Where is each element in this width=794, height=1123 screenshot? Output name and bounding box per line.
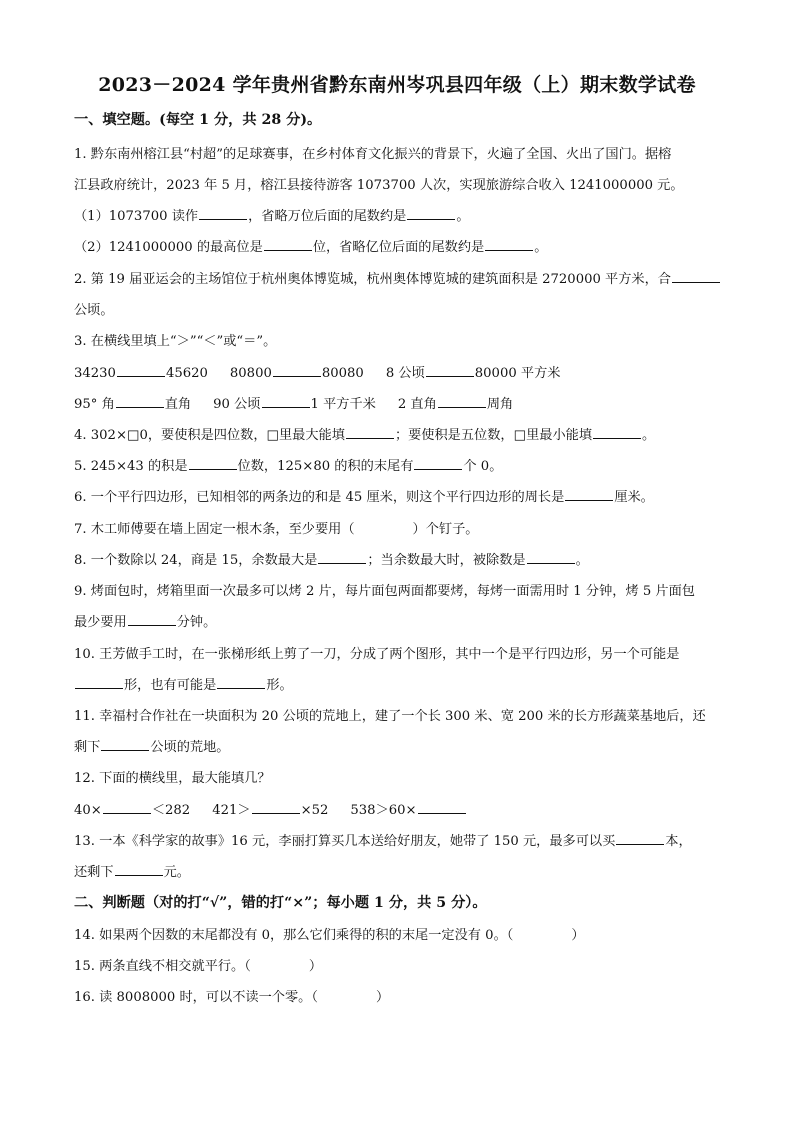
answer-blank[interactable] xyxy=(75,678,123,689)
question-1-line-2: 江县政府统计，2023 年 5 月，榕江县接待游客 1073700 人次，实现旅游综合收入 1241000000 元。 xyxy=(74,178,684,193)
answer-blank[interactable] xyxy=(485,240,533,251)
question-3: 3. 在横线里填上“＞”“＜”或“＝”。 xyxy=(74,334,277,349)
section-2-heading: 二、判断题（对的打“√”，错的打“×”；每小题 1 分，共 5 分）。 xyxy=(74,895,487,911)
question-16: 16. 读 8008000 时，可以不读一个零。（ ） xyxy=(74,990,390,1005)
question-10-line-1: 10. 王芳做手工时，在一张梯形纸上剪了一刀，分成了两个图形，其中一个是平行四边形，另一个可能是 xyxy=(74,647,680,662)
answer-blank[interactable] xyxy=(199,209,247,220)
answer-blank[interactable] xyxy=(128,615,176,626)
answer-blank[interactable] xyxy=(346,428,394,439)
compare-blank[interactable] xyxy=(117,366,165,377)
answer-blank[interactable] xyxy=(252,803,300,814)
answer-blank[interactable] xyxy=(418,803,466,814)
answer-blank[interactable] xyxy=(101,740,149,751)
question-13-line-1: 13. 一本《科学家的故事》16 元，李丽打算买几本送给好朋友，她带了 150 元，最多可以买 本， xyxy=(74,834,692,849)
question-12-row: 40× ＜282 421＞ ×52 538＞60× xyxy=(74,799,734,818)
question-1-line-1: 1. 黔东南州榕江县“村超”的足球赛事，在乡村体育文化振兴的背景下，火遍了全国、火出了国门。据榕 xyxy=(74,147,672,162)
compare-blank[interactable] xyxy=(426,366,474,377)
answer-blank[interactable] xyxy=(189,459,237,470)
question-5: 5. 245×43 的积是 位数，125×80 的积的末尾有 个 0。 xyxy=(74,459,503,474)
question-2-line-1: 2. 第 19 届亚运会的主场馆位于杭州奥体博览城，杭州奥体博览城的建筑面积是 2720000 平方米，合 xyxy=(74,268,734,287)
question-3-row-1: 34230 45620 80800 80080 8 公顷 80000 平方米 xyxy=(74,366,561,381)
answer-blank[interactable] xyxy=(115,865,163,876)
answer-blank[interactable] xyxy=(217,678,265,689)
compare-blank[interactable] xyxy=(116,397,164,408)
compare-blank[interactable] xyxy=(262,397,310,408)
exam-title: 2023－2024 学年贵州省黔东南州岑巩县四年级（上）期末数学试卷 xyxy=(98,74,696,96)
answer-blank[interactable] xyxy=(565,490,613,501)
compare-blank[interactable] xyxy=(273,366,321,377)
answer-blank[interactable] xyxy=(414,459,462,470)
answer-blank[interactable] xyxy=(318,553,366,564)
answer-blank[interactable] xyxy=(407,209,455,220)
question-11-line-2: 剩下 公顷的荒地。 xyxy=(74,740,230,755)
question-9-line-1: 9. 烤面包时，烤箱里面一次最多可以烤 2 片，每片面包两面都要烤，每烤一面需用时 1 分钟，烤 5 片面包 xyxy=(74,584,695,599)
section-1-heading: 一、填空题。(每空 1 分，共 28 分)。 xyxy=(74,112,322,128)
question-11-line-1: 11. 幸福村合作社在一块面积为 20 公顷的荒地上，建了一个长 300 米、宽 200 米的长方形蔬菜基地后，还 xyxy=(74,709,706,724)
question-6: 6. 一个平行四边形，已知相邻的两条边的和是 45 厘米，则这个平行四边形的周长是 厘米。 xyxy=(74,490,654,505)
answer-blank[interactable] xyxy=(616,834,664,845)
question-9-line-2: 最少要用 分钟。 xyxy=(74,615,217,630)
question-7: 7. 木工师傅要在墙上固定一根木条，至少要用（ ）个钉子。 xyxy=(74,522,479,537)
question-4: 4. 302×□0，要使积是四位数，□里最大能填 ；要使积是五位数，□里最小能填 。 xyxy=(74,428,656,443)
question-14: 14. 如果两个因数的末尾都没有 0，那么它们乘得的积的末尾一定没有 0。（ ） xyxy=(74,928,585,943)
question-12: 12. 下面的横线里，最大能填几？ xyxy=(74,771,271,786)
compare-blank[interactable] xyxy=(438,397,486,408)
answer-blank[interactable] xyxy=(527,553,575,564)
question-13-line-2: 还剩下 元。 xyxy=(74,865,190,880)
answer-blank[interactable] xyxy=(593,428,641,439)
question-3-row-2: 95° 角 直角 90 公顷 1 平方千米 2 直角 周角 xyxy=(74,397,514,412)
question-1-part-2: （2）1241000000 的最高位是 位，省略亿位后面的尾数约是 。 xyxy=(74,240,548,255)
question-15: 15. 两条直线不相交就平行。（ ） xyxy=(74,959,323,974)
question-10-line-2: 形，也有可能是 形。 xyxy=(74,674,734,693)
answer-blank[interactable] xyxy=(264,240,312,251)
answer-blank[interactable] xyxy=(103,803,151,814)
question-8: 8. 一个数除以 24，商是 15，余数最大是 ；当余数最大时，被除数是 。 xyxy=(74,553,589,568)
question-2-line-2: 公顷。 xyxy=(74,303,114,318)
question-1-part-1: （1）1073700 读作 ，省略万位后面的尾数约是 。 xyxy=(74,209,470,224)
answer-blank[interactable] xyxy=(672,272,720,283)
